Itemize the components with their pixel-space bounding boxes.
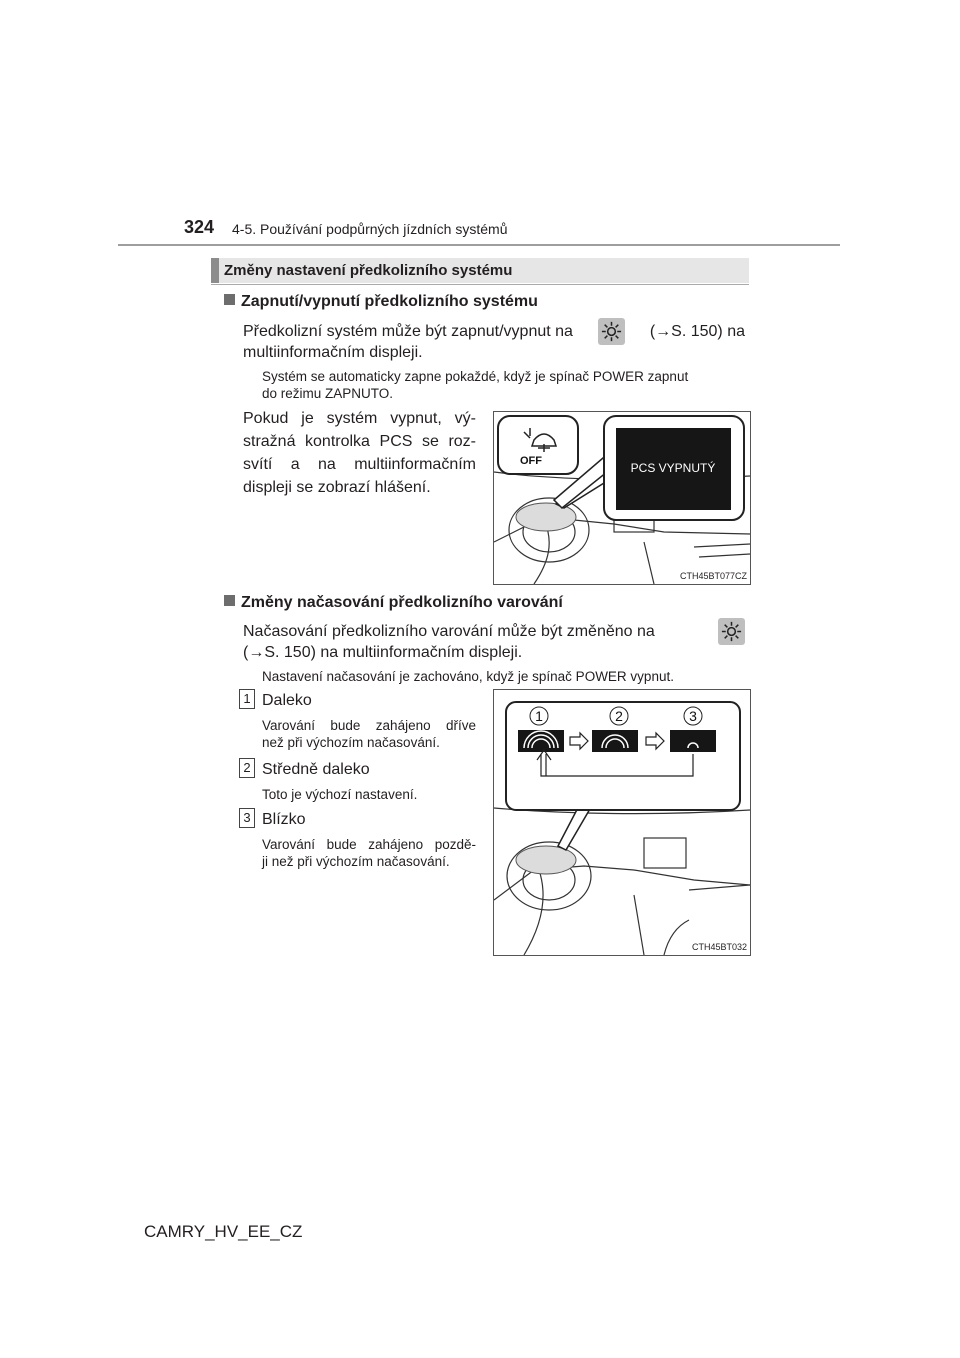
- sub2-line1-text: Načasování předkolizního varování může být změněno na: [243, 623, 655, 640]
- timing-label: 2: [615, 708, 623, 724]
- item-title: Středně daleko: [262, 761, 370, 778]
- item-title: Daleko: [262, 692, 312, 709]
- section-heading: [211, 258, 749, 283]
- footer-model: CAMRY_HV_EE_CZ: [144, 1222, 303, 1241]
- item-description: [262, 836, 476, 870]
- item-number: 2: [239, 758, 255, 778]
- section-title: Změny nastavení předkolizního systému: [224, 262, 513, 279]
- item-number: 3: [239, 808, 255, 828]
- item-desc-line: Varování bude zahájeno pozdě-: [262, 837, 476, 852]
- sub2-note: Nastavení načasování je zachováno, když je spínač POWER vypnut.: [262, 669, 674, 684]
- section-underline: [211, 284, 749, 285]
- subsection-1-title: Zapnutí/vypnutí předkolizního systému: [241, 293, 538, 310]
- item-desc-line: Toto je výchozí nastavení.: [262, 787, 418, 802]
- subsection-1-heading: [224, 293, 538, 311]
- display-message: PCS VYPNUTÝ: [630, 461, 716, 475]
- sub1-para-line: displeji se zobrazí hlášení.: [243, 479, 431, 496]
- item-description: [262, 717, 476, 751]
- timing-label: 1: [535, 708, 543, 724]
- dashboard-illustration-2: [494, 690, 750, 955]
- sub1-para-line: svítí a na multiinformačním: [243, 456, 476, 473]
- item-desc-line: než při výchozím načasování.: [262, 735, 440, 750]
- section-accent: [211, 258, 219, 283]
- sub1-line2: multiinformačním displeji.: [243, 344, 423, 361]
- subsection-2-heading: [224, 594, 563, 612]
- sub1-note-line1: Systém se automaticky zapne pokaždé, když je spínač POWER zapnut: [262, 369, 689, 384]
- chapter-title: 4-5. Používání podpůrných jízdních systémů: [232, 221, 508, 237]
- item-number: 1: [239, 689, 255, 709]
- dashboard-illustration-1: [494, 412, 750, 584]
- page-number: 324: [184, 217, 215, 237]
- item-desc-line: Varování bude zahájeno dříve: [262, 718, 476, 733]
- figure-code: CTH45BT077CZ: [679, 571, 747, 581]
- sub1-para-line: stražná kontrolka PCS se roz-: [243, 433, 476, 450]
- item-desc-line: ji než při výchozím načasování.: [262, 854, 450, 869]
- figure-warning-timing: [493, 689, 751, 956]
- sub2-line2: (→S. 150) na multiinformačním displeji.: [243, 644, 523, 661]
- subsection-2-title: Změny načasování předkolizního varování: [241, 594, 563, 611]
- timing-label: 3: [689, 708, 697, 724]
- bullet-square-icon: [224, 595, 235, 606]
- sub1-line1-text-b: (→S. 150) na: [649, 323, 745, 340]
- sub1-line1-text-a: Předkolizní systém může být zapnut/vypnut na: [243, 323, 573, 340]
- figure-pcs-off: [493, 411, 751, 585]
- header-divider: [118, 244, 840, 246]
- item-title: Blízko: [262, 811, 306, 828]
- gear-icon: [718, 618, 745, 645]
- sub1-note-line2: do režimu ZAPNUTO.: [262, 386, 394, 401]
- figure-code: CTH45BT032: [691, 942, 747, 952]
- bullet-square-icon: [224, 294, 235, 305]
- sub1-paragraph: [243, 407, 476, 499]
- sub1-para-line: Pokud je systém vypnut, vý-: [243, 410, 476, 427]
- pcs-indicator-off-label: OFF: [520, 455, 542, 467]
- gear-icon: [598, 318, 625, 345]
